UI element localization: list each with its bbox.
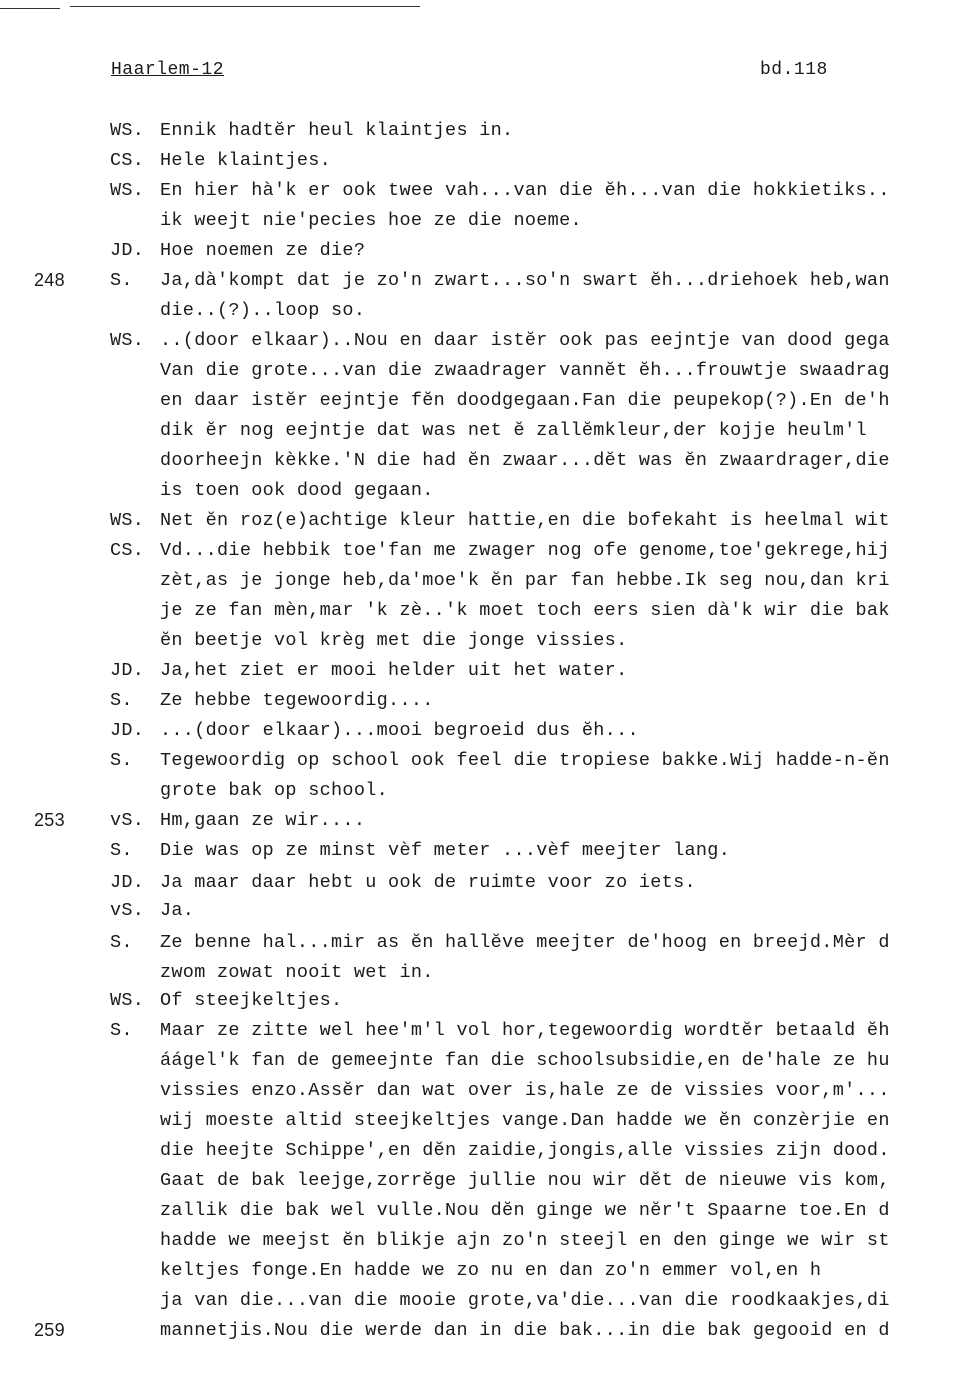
line-text: en daar istĕr eejntje fĕn doodgegaan.Fan die peupekop(?).En de'h bbox=[160, 390, 890, 411]
transcript-line bbox=[0, 1050, 954, 1080]
speaker-label: CS. bbox=[110, 540, 145, 561]
transcript-line bbox=[0, 600, 954, 630]
line-text: keltjes fonge.En hadde we zo nu en dan zo'n emmer vol,en h bbox=[160, 1260, 822, 1281]
line-text: zwom zowat nooit wet in. bbox=[160, 962, 434, 983]
speaker-label: WS. bbox=[110, 510, 145, 531]
transcript-line bbox=[0, 1290, 954, 1320]
transcript-line bbox=[0, 1140, 954, 1170]
margin-number: 248 bbox=[34, 270, 65, 290]
line-text: Maar ze zitte wel hee'm'l vol hor,tegewoordig wordtĕr betaald ĕh bbox=[160, 1020, 890, 1041]
transcript-line bbox=[0, 1200, 954, 1230]
transcript-line bbox=[0, 750, 954, 780]
line-text: Hm,gaan ze wir.... bbox=[160, 810, 366, 831]
transcript-line bbox=[0, 1110, 954, 1140]
transcript-line bbox=[0, 990, 954, 1020]
margin-number: 253 bbox=[34, 810, 65, 830]
line-text: vissies enzo.Assĕr dan wat over is,hale ze de vissies voor,m'... bbox=[160, 1080, 890, 1101]
speaker-label: S. bbox=[110, 932, 133, 953]
line-text: Die was op ze minst vèf meter ...vèf meejter lang. bbox=[160, 840, 731, 861]
line-text: die heejte Schippe',en dĕn zaidie,jongis,alle vissies zijn dood. bbox=[160, 1140, 890, 1161]
line-text: je ze fan mèn,mar 'k zè..'k moet toch eers sien dà'k wir die bak bbox=[160, 600, 890, 621]
transcript-line bbox=[0, 480, 954, 510]
line-text: mannetjis.Nou die werde dan in die bak...in die bak gegooid en d bbox=[160, 1320, 890, 1341]
line-text: Ja,dà'kompt dat je zo'n zwart...so'n swart ĕh...driehoek heb,wan bbox=[160, 270, 890, 291]
transcript-line bbox=[0, 1260, 954, 1290]
line-text: Ja maar daar hebt u ook de ruimte voor zo iets. bbox=[160, 872, 696, 893]
transcript-line bbox=[0, 210, 954, 240]
line-text: wij moeste altid steejkeltjes vange.Dan hadde we ĕn conzèrjie en bbox=[160, 1110, 890, 1131]
speaker-label: vS. bbox=[110, 810, 145, 831]
line-text: Hele klaintjes. bbox=[160, 150, 332, 171]
line-text: ik weejt nie'pecies hoe ze die noeme. bbox=[160, 210, 582, 231]
transcript-line bbox=[0, 150, 954, 180]
transcript-line bbox=[0, 962, 954, 992]
line-text: Hoe noemen ze die? bbox=[160, 240, 366, 261]
transcript-line bbox=[0, 540, 954, 570]
line-text: Ze hebbe tegewoordig.... bbox=[160, 690, 434, 711]
transcript-line bbox=[0, 630, 954, 660]
line-text: ...(door elkaar)...mooi begroeid dus ĕh... bbox=[160, 720, 639, 741]
transcript-line bbox=[0, 660, 954, 690]
transcript-line bbox=[0, 360, 954, 390]
line-text: is toen ook dood gegaan. bbox=[160, 480, 434, 501]
transcript-line bbox=[0, 390, 954, 420]
transcript-line bbox=[0, 720, 954, 750]
transcript-line bbox=[0, 510, 954, 540]
line-text: Net ĕn roz(e)achtige kleur hattie,en die bofekaht is heelmal wit bbox=[160, 510, 890, 531]
line-text: Of steejkeltjes. bbox=[160, 990, 343, 1011]
transcript-line bbox=[0, 570, 954, 600]
transcript-line bbox=[0, 1020, 954, 1050]
transcript-line bbox=[0, 300, 954, 330]
transcript-line bbox=[0, 900, 954, 930]
speaker-label: S. bbox=[110, 690, 133, 711]
line-text: ĕn beetje vol krèg met die jonge vissies. bbox=[160, 630, 628, 651]
line-text: Ennik hadtĕr heul klaintjes in. bbox=[160, 120, 514, 141]
line-text: Van die grote...van die zwaadrager vannĕt ĕh...frouwtje swaadrag bbox=[160, 360, 890, 381]
top-rule-left bbox=[0, 8, 60, 9]
line-text: zèt,as je jonge heb,da'moe'k ĕn par fan hebbe.Ik seg nou,dan kri bbox=[160, 570, 890, 591]
speaker-label: JD. bbox=[110, 872, 145, 893]
line-text: Ja. bbox=[160, 900, 195, 921]
line-text: zallik die bak wel vulle.Nou dĕn ginge we nĕr't Spaarne toe.En d bbox=[160, 1200, 890, 1221]
document-title: Haarlem-12 bbox=[111, 60, 225, 80]
line-text: En hier hà'k er ook twee vah...van die ĕh...van die hokkietiks.. bbox=[160, 180, 890, 201]
line-text: ..(door elkaar)..Nou en daar istĕr ook pas eejntje van dood gega bbox=[160, 330, 890, 351]
line-text: die..(?)..loop so. bbox=[160, 300, 366, 321]
transcript-line bbox=[0, 1320, 954, 1350]
transcript-line bbox=[0, 120, 954, 150]
line-text: Ja,het ziet er mooi helder uit het water. bbox=[160, 660, 628, 681]
speaker-label: JD. bbox=[110, 660, 145, 681]
margin-number: 259 bbox=[34, 1320, 65, 1340]
line-text: grote bak op school. bbox=[160, 780, 389, 801]
line-text: Ze benne hal...mir as ĕn hallĕve meejter de'hoog en breejd.Mèr d bbox=[160, 932, 890, 953]
line-text: ja van die...van die mooie grote,va'die...van die roodkaakjes,di bbox=[160, 1290, 890, 1311]
transcript-line bbox=[0, 420, 954, 450]
speaker-label: S. bbox=[110, 1020, 133, 1041]
line-text: doorheejn kèkke.'N die had ĕn zwaar...dĕt was ĕn zwaardrager,die bbox=[160, 450, 890, 471]
speaker-label: vS. bbox=[110, 900, 145, 921]
speaker-label: WS. bbox=[110, 120, 145, 141]
transcript-line bbox=[0, 240, 954, 270]
transcript-line bbox=[0, 780, 954, 810]
transcript-line bbox=[0, 810, 954, 840]
transcript-line bbox=[0, 330, 954, 360]
transcript-line bbox=[0, 450, 954, 480]
speaker-label: S. bbox=[110, 840, 133, 861]
transcript-line bbox=[0, 932, 954, 962]
top-rule-right bbox=[70, 6, 420, 7]
page-number: bd.118 bbox=[760, 60, 828, 80]
transcript-line bbox=[0, 1080, 954, 1110]
transcript-line bbox=[0, 1170, 954, 1200]
transcript-line bbox=[0, 690, 954, 720]
speaker-label: S. bbox=[110, 750, 133, 771]
line-text: dik ĕr nog eejntje dat was net ĕ zallĕmkleur,der kojje heulm'l bbox=[160, 420, 867, 441]
line-text: áágel'k fan de gemeejnte fan die schoolsubsidie,en de'hale ze hu bbox=[160, 1050, 890, 1071]
speaker-label: WS. bbox=[110, 990, 145, 1011]
speaker-label: S. bbox=[110, 270, 133, 291]
transcript-line bbox=[0, 180, 954, 210]
transcript-line bbox=[0, 1230, 954, 1260]
speaker-label: WS. bbox=[110, 330, 145, 351]
transcript-line bbox=[0, 872, 954, 902]
speaker-label: JD. bbox=[110, 240, 145, 261]
speaker-label: CS. bbox=[110, 150, 145, 171]
speaker-label: JD. bbox=[110, 720, 145, 741]
line-text: Vd...die hebbik toe'fan me zwager nog ofe genome,toe'gekrege,hij bbox=[160, 540, 890, 561]
line-text: Tegewoordig op school ook feel die tropiese bakke.Wij hadde-n-ĕn bbox=[160, 750, 890, 771]
transcript-line bbox=[0, 270, 954, 300]
line-text: Gaat de bak leejge,zorrĕge jullie nou wir dĕt de nieuwe vis kom, bbox=[160, 1170, 890, 1191]
transcript-line bbox=[0, 840, 954, 870]
line-text: hadde we meejst ĕn blikje ajn zo'n steejl en den ginge we wir st bbox=[160, 1230, 890, 1251]
speaker-label: WS. bbox=[110, 180, 145, 201]
